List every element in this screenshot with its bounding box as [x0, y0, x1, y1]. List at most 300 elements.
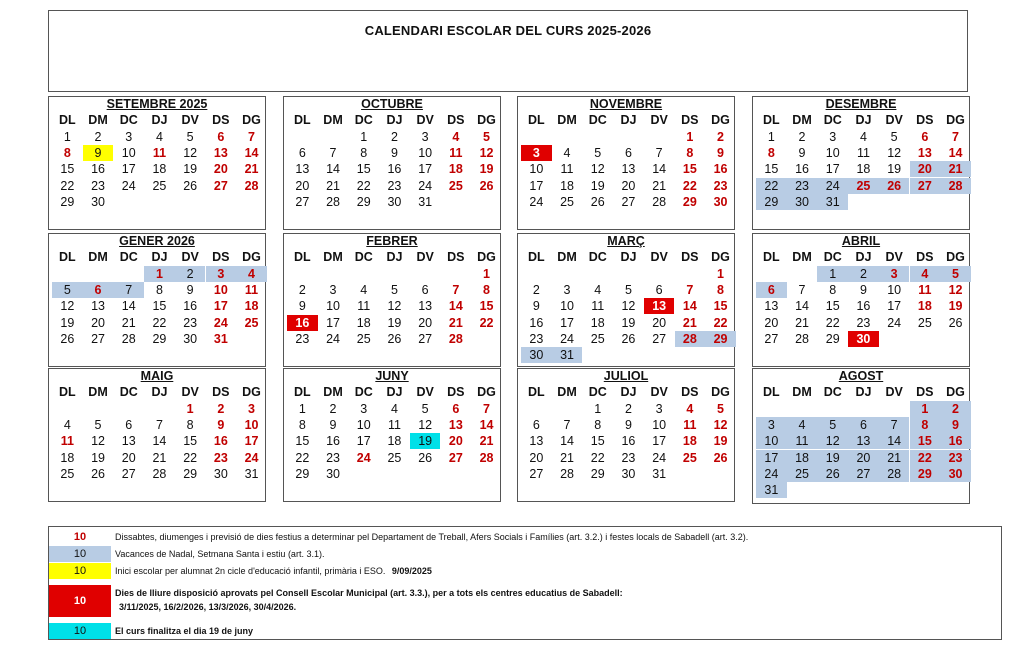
day-cell[interactable]: 8: [829, 283, 837, 298]
day-cell[interactable]: 28: [940, 178, 971, 194]
day-cell[interactable]: 22: [590, 450, 605, 465]
day-cell[interactable]: 15: [764, 162, 779, 177]
day-cell[interactable]: 31: [552, 347, 583, 363]
day-cell[interactable]: 3: [206, 266, 237, 282]
day-cell[interactable]: 15: [183, 434, 198, 449]
day-cell[interactable]: 10: [529, 162, 544, 177]
day-cell[interactable]: 19: [479, 162, 494, 177]
day-cell[interactable]: 11: [787, 433, 818, 449]
day-cell[interactable]: 1: [298, 402, 306, 416]
day-cell[interactable]: 4: [859, 130, 867, 144]
day-cell[interactable]: 12: [817, 433, 848, 449]
day-cell[interactable]: 19: [410, 433, 441, 449]
day-cell[interactable]: 16: [213, 434, 228, 449]
day-cell[interactable]: 15: [590, 434, 605, 449]
day-cell[interactable]: 13: [621, 162, 636, 177]
day-cell[interactable]: 7: [113, 282, 144, 298]
day-cell[interactable]: 23: [713, 178, 728, 193]
day-cell[interactable]: 12: [887, 146, 902, 161]
day-cell[interactable]: 9: [532, 299, 540, 314]
day-cell[interactable]: 30: [713, 194, 728, 209]
day-cell[interactable]: 10: [244, 418, 259, 433]
day-cell[interactable]: 11: [357, 299, 371, 314]
day-cell[interactable]: 23: [856, 315, 871, 330]
day-cell[interactable]: 2: [848, 266, 879, 282]
day-cell[interactable]: 25: [560, 194, 574, 209]
day-cell[interactable]: 6: [756, 282, 787, 298]
day-cell[interactable]: 25: [448, 178, 463, 193]
day-cell[interactable]: 23: [529, 331, 544, 346]
day-cell[interactable]: 19: [590, 178, 605, 193]
day-cell[interactable]: 5: [52, 282, 83, 298]
day-cell[interactable]: 29: [60, 194, 75, 209]
day-cell[interactable]: 17: [121, 162, 136, 177]
day-cell[interactable]: 16: [856, 299, 871, 314]
day-cell[interactable]: 10: [356, 418, 371, 433]
day-cell[interactable]: 6: [421, 283, 429, 298]
day-cell[interactable]: 28: [448, 331, 463, 346]
day-cell[interactable]: 18: [152, 162, 167, 177]
day-cell[interactable]: 1: [717, 267, 724, 281]
day-cell[interactable]: 12: [387, 299, 402, 314]
day-cell[interactable]: 20: [621, 178, 636, 193]
day-cell[interactable]: 15: [910, 433, 941, 449]
day-cell[interactable]: 6: [848, 417, 879, 433]
day-cell[interactable]: 7: [952, 130, 959, 144]
day-cell[interactable]: 12: [183, 146, 198, 161]
day-cell[interactable]: 2: [298, 283, 306, 298]
day-cell[interactable]: 2: [390, 130, 398, 144]
day-cell[interactable]: 9: [298, 299, 306, 314]
day-cell[interactable]: 25: [244, 315, 259, 330]
day-cell[interactable]: 1: [817, 266, 848, 282]
day-cell[interactable]: 5: [186, 130, 194, 144]
day-cell[interactable]: 4: [63, 418, 71, 433]
day-cell[interactable]: 15: [713, 299, 728, 314]
day-cell[interactable]: 9: [329, 418, 337, 433]
day-cell[interactable]: 17: [418, 162, 433, 177]
day-cell[interactable]: 16: [91, 162, 105, 177]
day-cell[interactable]: 25: [60, 466, 75, 481]
day-cell[interactable]: 13: [644, 298, 675, 314]
day-cell[interactable]: 30: [940, 466, 971, 482]
day-cell[interactable]: 8: [767, 146, 775, 161]
day-cell[interactable]: 11: [591, 299, 605, 314]
day-cell[interactable]: 24: [326, 331, 340, 346]
day-cell[interactable]: 2: [798, 130, 806, 144]
day-cell[interactable]: 24: [244, 450, 259, 465]
day-cell[interactable]: 5: [94, 418, 102, 433]
day-cell[interactable]: 15: [60, 162, 75, 177]
day-cell[interactable]: 18: [356, 315, 371, 330]
day-cell[interactable]: 14: [152, 434, 167, 449]
day-cell[interactable]: 16: [183, 299, 198, 314]
day-cell[interactable]: 13: [295, 162, 310, 177]
day-cell[interactable]: 18: [387, 434, 402, 449]
day-cell[interactable]: 5: [940, 266, 971, 282]
day-cell[interactable]: 21: [652, 178, 667, 193]
day-cell[interactable]: 12: [621, 299, 636, 314]
day-cell[interactable]: 27: [910, 178, 941, 194]
day-cell[interactable]: 22: [356, 178, 371, 193]
day-cell[interactable]: 14: [560, 434, 574, 449]
day-cell[interactable]: 24: [817, 178, 848, 194]
day-cell[interactable]: 25: [152, 178, 167, 193]
day-cell[interactable]: 7: [155, 418, 163, 433]
day-cell[interactable]: 19: [887, 162, 902, 177]
day-cell[interactable]: 17: [326, 315, 340, 330]
day-cell[interactable]: 14: [326, 162, 340, 177]
day-cell[interactable]: 26: [879, 178, 910, 194]
day-cell[interactable]: 6: [217, 130, 225, 144]
day-cell[interactable]: 21: [121, 315, 136, 330]
day-cell[interactable]: 23: [621, 450, 636, 465]
day-cell[interactable]: 10: [418, 146, 433, 161]
day-cell[interactable]: 22: [910, 450, 941, 466]
day-cell[interactable]: 17: [560, 315, 574, 330]
day-cell[interactable]: 29: [705, 331, 736, 347]
day-cell[interactable]: 20: [213, 162, 228, 177]
day-cell[interactable]: 30: [787, 194, 818, 210]
day-cell[interactable]: 23: [183, 315, 198, 330]
day-cell[interactable]: 20: [529, 450, 544, 465]
day-cell[interactable]: 7: [798, 283, 806, 298]
day-cell[interactable]: 26: [91, 466, 105, 481]
day-cell[interactable]: 8: [594, 418, 602, 433]
day-cell[interactable]: 12: [479, 146, 494, 161]
day-cell[interactable]: 28: [244, 178, 259, 193]
day-cell[interactable]: 21: [795, 315, 809, 330]
day-cell[interactable]: 6: [532, 418, 540, 433]
day-cell[interactable]: 5: [817, 417, 848, 433]
day-cell[interactable]: 4: [155, 130, 163, 144]
day-cell[interactable]: 25: [356, 331, 371, 346]
day-cell[interactable]: 11: [387, 418, 401, 433]
day-cell[interactable]: 2: [175, 266, 206, 282]
day-cell[interactable]: 21: [152, 450, 167, 465]
day-cell[interactable]: 9: [186, 283, 194, 298]
day-cell[interactable]: 13: [213, 146, 228, 161]
day-cell[interactable]: 24: [213, 315, 228, 330]
day-cell[interactable]: 27: [764, 331, 779, 346]
day-cell[interactable]: 1: [186, 402, 194, 416]
day-cell[interactable]: 3: [329, 283, 337, 298]
day-cell[interactable]: 1: [360, 130, 368, 144]
day-cell[interactable]: 23: [387, 178, 402, 193]
day-cell[interactable]: 18: [682, 434, 697, 449]
day-cell[interactable]: 23: [940, 450, 971, 466]
day-cell[interactable]: 24: [652, 450, 667, 465]
day-cell[interactable]: 14: [879, 433, 910, 449]
day-cell[interactable]: 27: [295, 194, 310, 209]
day-cell[interactable]: 10: [121, 146, 136, 161]
day-cell[interactable]: 26: [590, 194, 605, 209]
day-cell[interactable]: 4: [360, 283, 368, 298]
day-cell[interactable]: 4: [686, 402, 694, 416]
day-cell[interactable]: 31: [652, 466, 667, 481]
day-cell[interactable]: 12: [60, 299, 75, 314]
day-cell[interactable]: 2: [532, 283, 540, 298]
day-cell[interactable]: 17: [756, 450, 787, 466]
day-cell[interactable]: 19: [60, 315, 75, 330]
day-cell[interactable]: 24: [756, 466, 787, 482]
day-cell[interactable]: 24: [887, 315, 902, 330]
day-cell[interactable]: 21: [326, 178, 340, 193]
day-cell[interactable]: 9: [717, 146, 724, 161]
day-cell[interactable]: 3: [521, 145, 552, 161]
day-cell[interactable]: 20: [91, 315, 105, 330]
day-cell[interactable]: 11: [449, 146, 463, 161]
day-cell[interactable]: 27: [448, 450, 463, 465]
day-cell[interactable]: 22: [60, 178, 75, 193]
day-cell[interactable]: 18: [590, 315, 605, 330]
day-cell[interactable]: 29: [825, 331, 840, 346]
day-cell[interactable]: 7: [452, 283, 460, 298]
day-cell[interactable]: 30: [621, 466, 636, 481]
day-cell[interactable]: 30: [848, 331, 879, 347]
day-cell[interactable]: 10: [756, 433, 787, 449]
day-cell[interactable]: 12: [948, 283, 963, 298]
day-cell[interactable]: 4: [236, 266, 267, 282]
day-cell[interactable]: 3: [655, 402, 663, 416]
day-cell[interactable]: 1: [594, 402, 602, 416]
day-cell[interactable]: 20: [764, 315, 779, 330]
day-cell[interactable]: 19: [621, 315, 636, 330]
day-cell[interactable]: 2: [624, 402, 632, 416]
day-cell[interactable]: 21: [682, 315, 697, 330]
day-cell[interactable]: 11: [244, 283, 259, 298]
day-cell[interactable]: 8: [155, 283, 163, 298]
day-cell[interactable]: 24: [121, 178, 136, 193]
day-cell[interactable]: 6: [83, 282, 114, 298]
day-cell[interactable]: 29: [590, 466, 605, 481]
day-cell[interactable]: 16: [287, 315, 318, 331]
day-cell[interactable]: 31: [756, 482, 787, 498]
day-cell[interactable]: 10: [652, 418, 667, 433]
day-cell[interactable]: 16: [940, 433, 971, 449]
day-cell[interactable]: 17: [529, 178, 544, 193]
day-cell[interactable]: 3: [421, 130, 429, 144]
day-cell[interactable]: 27: [418, 331, 433, 346]
day-cell[interactable]: 16: [621, 434, 636, 449]
day-cell[interactable]: 22: [682, 178, 697, 193]
day-cell[interactable]: 5: [890, 130, 898, 144]
day-cell[interactable]: 19: [387, 315, 402, 330]
day-cell[interactable]: 4: [563, 146, 571, 161]
day-cell[interactable]: 29: [183, 466, 198, 481]
day-cell[interactable]: 21: [879, 450, 910, 466]
day-cell[interactable]: 25: [682, 450, 697, 465]
day-cell[interactable]: 22: [183, 450, 198, 465]
day-cell[interactable]: 14: [948, 146, 963, 161]
day-cell[interactable]: 30: [521, 347, 552, 363]
day-cell[interactable]: 8: [298, 418, 306, 433]
day-cell[interactable]: 26: [948, 315, 963, 330]
day-cell[interactable]: 13: [121, 434, 136, 449]
day-cell[interactable]: 13: [418, 299, 433, 314]
day-cell[interactable]: 15: [356, 162, 371, 177]
day-cell[interactable]: 9: [940, 417, 971, 433]
day-cell[interactable]: 5: [624, 283, 632, 298]
day-cell[interactable]: 30: [326, 466, 340, 481]
day-cell[interactable]: 3: [248, 402, 255, 416]
day-cell[interactable]: 22: [713, 315, 728, 330]
day-cell[interactable]: 17: [356, 434, 371, 449]
day-cell[interactable]: 7: [563, 418, 571, 433]
day-cell[interactable]: 28: [879, 466, 910, 482]
day-cell[interactable]: 13: [91, 299, 105, 314]
day-cell[interactable]: 2: [940, 401, 971, 417]
day-cell[interactable]: 18: [787, 450, 818, 466]
day-cell[interactable]: 26: [479, 178, 494, 193]
day-cell[interactable]: 29: [295, 466, 310, 481]
day-cell[interactable]: 24: [529, 194, 544, 209]
day-cell[interactable]: 10: [560, 299, 574, 314]
day-cell[interactable]: 26: [183, 178, 198, 193]
day-cell[interactable]: 14: [795, 299, 809, 314]
day-cell[interactable]: 26: [621, 331, 636, 346]
day-cell[interactable]: 12: [590, 162, 605, 177]
day-cell[interactable]: 23: [295, 331, 310, 346]
day-cell[interactable]: 25: [917, 315, 932, 330]
day-cell[interactable]: 27: [652, 331, 667, 346]
day-cell[interactable]: 6: [298, 146, 306, 161]
day-cell[interactable]: 8: [186, 418, 194, 433]
day-cell[interactable]: 9: [859, 283, 867, 298]
day-cell[interactable]: 26: [60, 331, 75, 346]
day-cell[interactable]: 26: [817, 466, 848, 482]
day-cell[interactable]: 18: [244, 299, 259, 314]
day-cell[interactable]: 8: [360, 146, 368, 161]
day-cell[interactable]: 20: [295, 178, 310, 193]
day-cell[interactable]: 10: [825, 146, 840, 161]
day-cell[interactable]: 5: [717, 402, 724, 416]
day-cell[interactable]: 13: [448, 418, 463, 433]
day-cell[interactable]: 23: [213, 450, 228, 465]
day-cell[interactable]: 12: [91, 434, 105, 449]
day-cell[interactable]: 1: [63, 130, 71, 144]
day-cell[interactable]: 18: [856, 162, 871, 177]
day-cell[interactable]: 16: [387, 162, 402, 177]
day-cell[interactable]: 28: [795, 331, 809, 346]
day-cell[interactable]: 15: [825, 299, 840, 314]
day-cell[interactable]: 11: [560, 162, 574, 177]
day-cell[interactable]: 22: [825, 315, 840, 330]
day-cell[interactable]: 22: [479, 315, 494, 330]
day-cell[interactable]: 30: [387, 194, 402, 209]
day-cell[interactable]: 27: [848, 466, 879, 482]
day-cell[interactable]: 6: [125, 418, 133, 433]
day-cell[interactable]: 20: [848, 450, 879, 466]
day-cell[interactable]: 13: [848, 433, 879, 449]
day-cell[interactable]: 14: [682, 299, 697, 314]
day-cell[interactable]: 7: [329, 146, 337, 161]
day-cell[interactable]: 25: [848, 178, 879, 194]
day-cell[interactable]: 14: [448, 299, 463, 314]
day-cell[interactable]: 8: [63, 146, 71, 161]
day-cell[interactable]: 16: [795, 162, 809, 177]
day-cell[interactable]: 13: [917, 146, 932, 161]
day-cell[interactable]: 28: [121, 331, 136, 346]
day-cell[interactable]: 4: [594, 283, 602, 298]
day-cell[interactable]: 22: [756, 178, 787, 194]
day-cell[interactable]: 2: [717, 130, 724, 144]
day-cell[interactable]: 21: [940, 161, 971, 177]
day-cell[interactable]: 27: [91, 331, 105, 346]
day-cell[interactable]: 1: [686, 130, 694, 144]
day-cell[interactable]: 30: [213, 466, 228, 481]
day-cell[interactable]: 19: [91, 450, 105, 465]
day-cell[interactable]: 14: [479, 418, 494, 433]
day-cell[interactable]: 31: [213, 331, 228, 346]
day-cell[interactable]: 28: [560, 466, 574, 481]
day-cell[interactable]: 9: [798, 146, 806, 161]
day-cell[interactable]: 9: [83, 145, 114, 161]
day-cell[interactable]: 21: [448, 315, 463, 330]
day-cell[interactable]: 8: [483, 283, 490, 298]
day-cell[interactable]: 23: [326, 450, 340, 465]
day-cell[interactable]: 15: [295, 434, 310, 449]
day-cell[interactable]: 31: [244, 466, 259, 481]
day-cell[interactable]: 31: [418, 194, 433, 209]
day-cell[interactable]: 19: [817, 450, 848, 466]
day-cell[interactable]: 14: [652, 162, 667, 177]
day-cell[interactable]: 15: [682, 162, 697, 177]
day-cell[interactable]: 1: [767, 130, 775, 144]
day-cell[interactable]: 24: [560, 331, 574, 346]
day-cell[interactable]: 19: [183, 162, 198, 177]
day-cell[interactable]: 27: [121, 466, 136, 481]
day-cell[interactable]: 28: [152, 466, 167, 481]
day-cell[interactable]: 22: [295, 450, 310, 465]
day-cell[interactable]: 20: [121, 450, 136, 465]
day-cell[interactable]: 18: [448, 162, 463, 177]
day-cell[interactable]: 29: [756, 194, 787, 210]
day-cell[interactable]: 21: [244, 162, 259, 177]
day-cell[interactable]: 11: [60, 434, 74, 449]
day-cell[interactable]: 27: [529, 466, 544, 481]
day-cell[interactable]: 7: [686, 283, 694, 298]
day-cell[interactable]: 21: [479, 434, 494, 449]
day-cell[interactable]: 16: [326, 434, 340, 449]
day-cell[interactable]: 25: [387, 450, 402, 465]
day-cell[interactable]: 5: [421, 402, 429, 416]
day-cell[interactable]: 18: [60, 450, 75, 465]
day-cell[interactable]: 29: [910, 466, 941, 482]
day-cell[interactable]: 10: [213, 283, 228, 298]
day-cell[interactable]: 20: [448, 434, 463, 449]
day-cell[interactable]: 3: [829, 130, 837, 144]
day-cell[interactable]: 28: [652, 194, 667, 209]
day-cell[interactable]: 27: [621, 194, 636, 209]
day-cell[interactable]: 6: [655, 283, 663, 298]
day-cell[interactable]: 3: [563, 283, 571, 298]
day-cell[interactable]: 6: [921, 130, 929, 144]
day-cell[interactable]: 19: [713, 434, 728, 449]
day-cell[interactable]: 20: [910, 161, 941, 177]
day-cell[interactable]: 3: [125, 130, 133, 144]
day-cell[interactable]: 7: [483, 402, 490, 416]
day-cell[interactable]: 18: [560, 178, 574, 193]
day-cell[interactable]: 8: [717, 283, 724, 298]
day-cell[interactable]: 3: [879, 266, 910, 282]
day-cell[interactable]: 17: [652, 434, 667, 449]
day-cell[interactable]: 24: [356, 450, 371, 465]
day-cell[interactable]: 15: [479, 299, 494, 314]
day-cell[interactable]: 5: [483, 130, 490, 144]
day-cell[interactable]: 3: [360, 402, 368, 416]
day-cell[interactable]: 25: [590, 331, 605, 346]
